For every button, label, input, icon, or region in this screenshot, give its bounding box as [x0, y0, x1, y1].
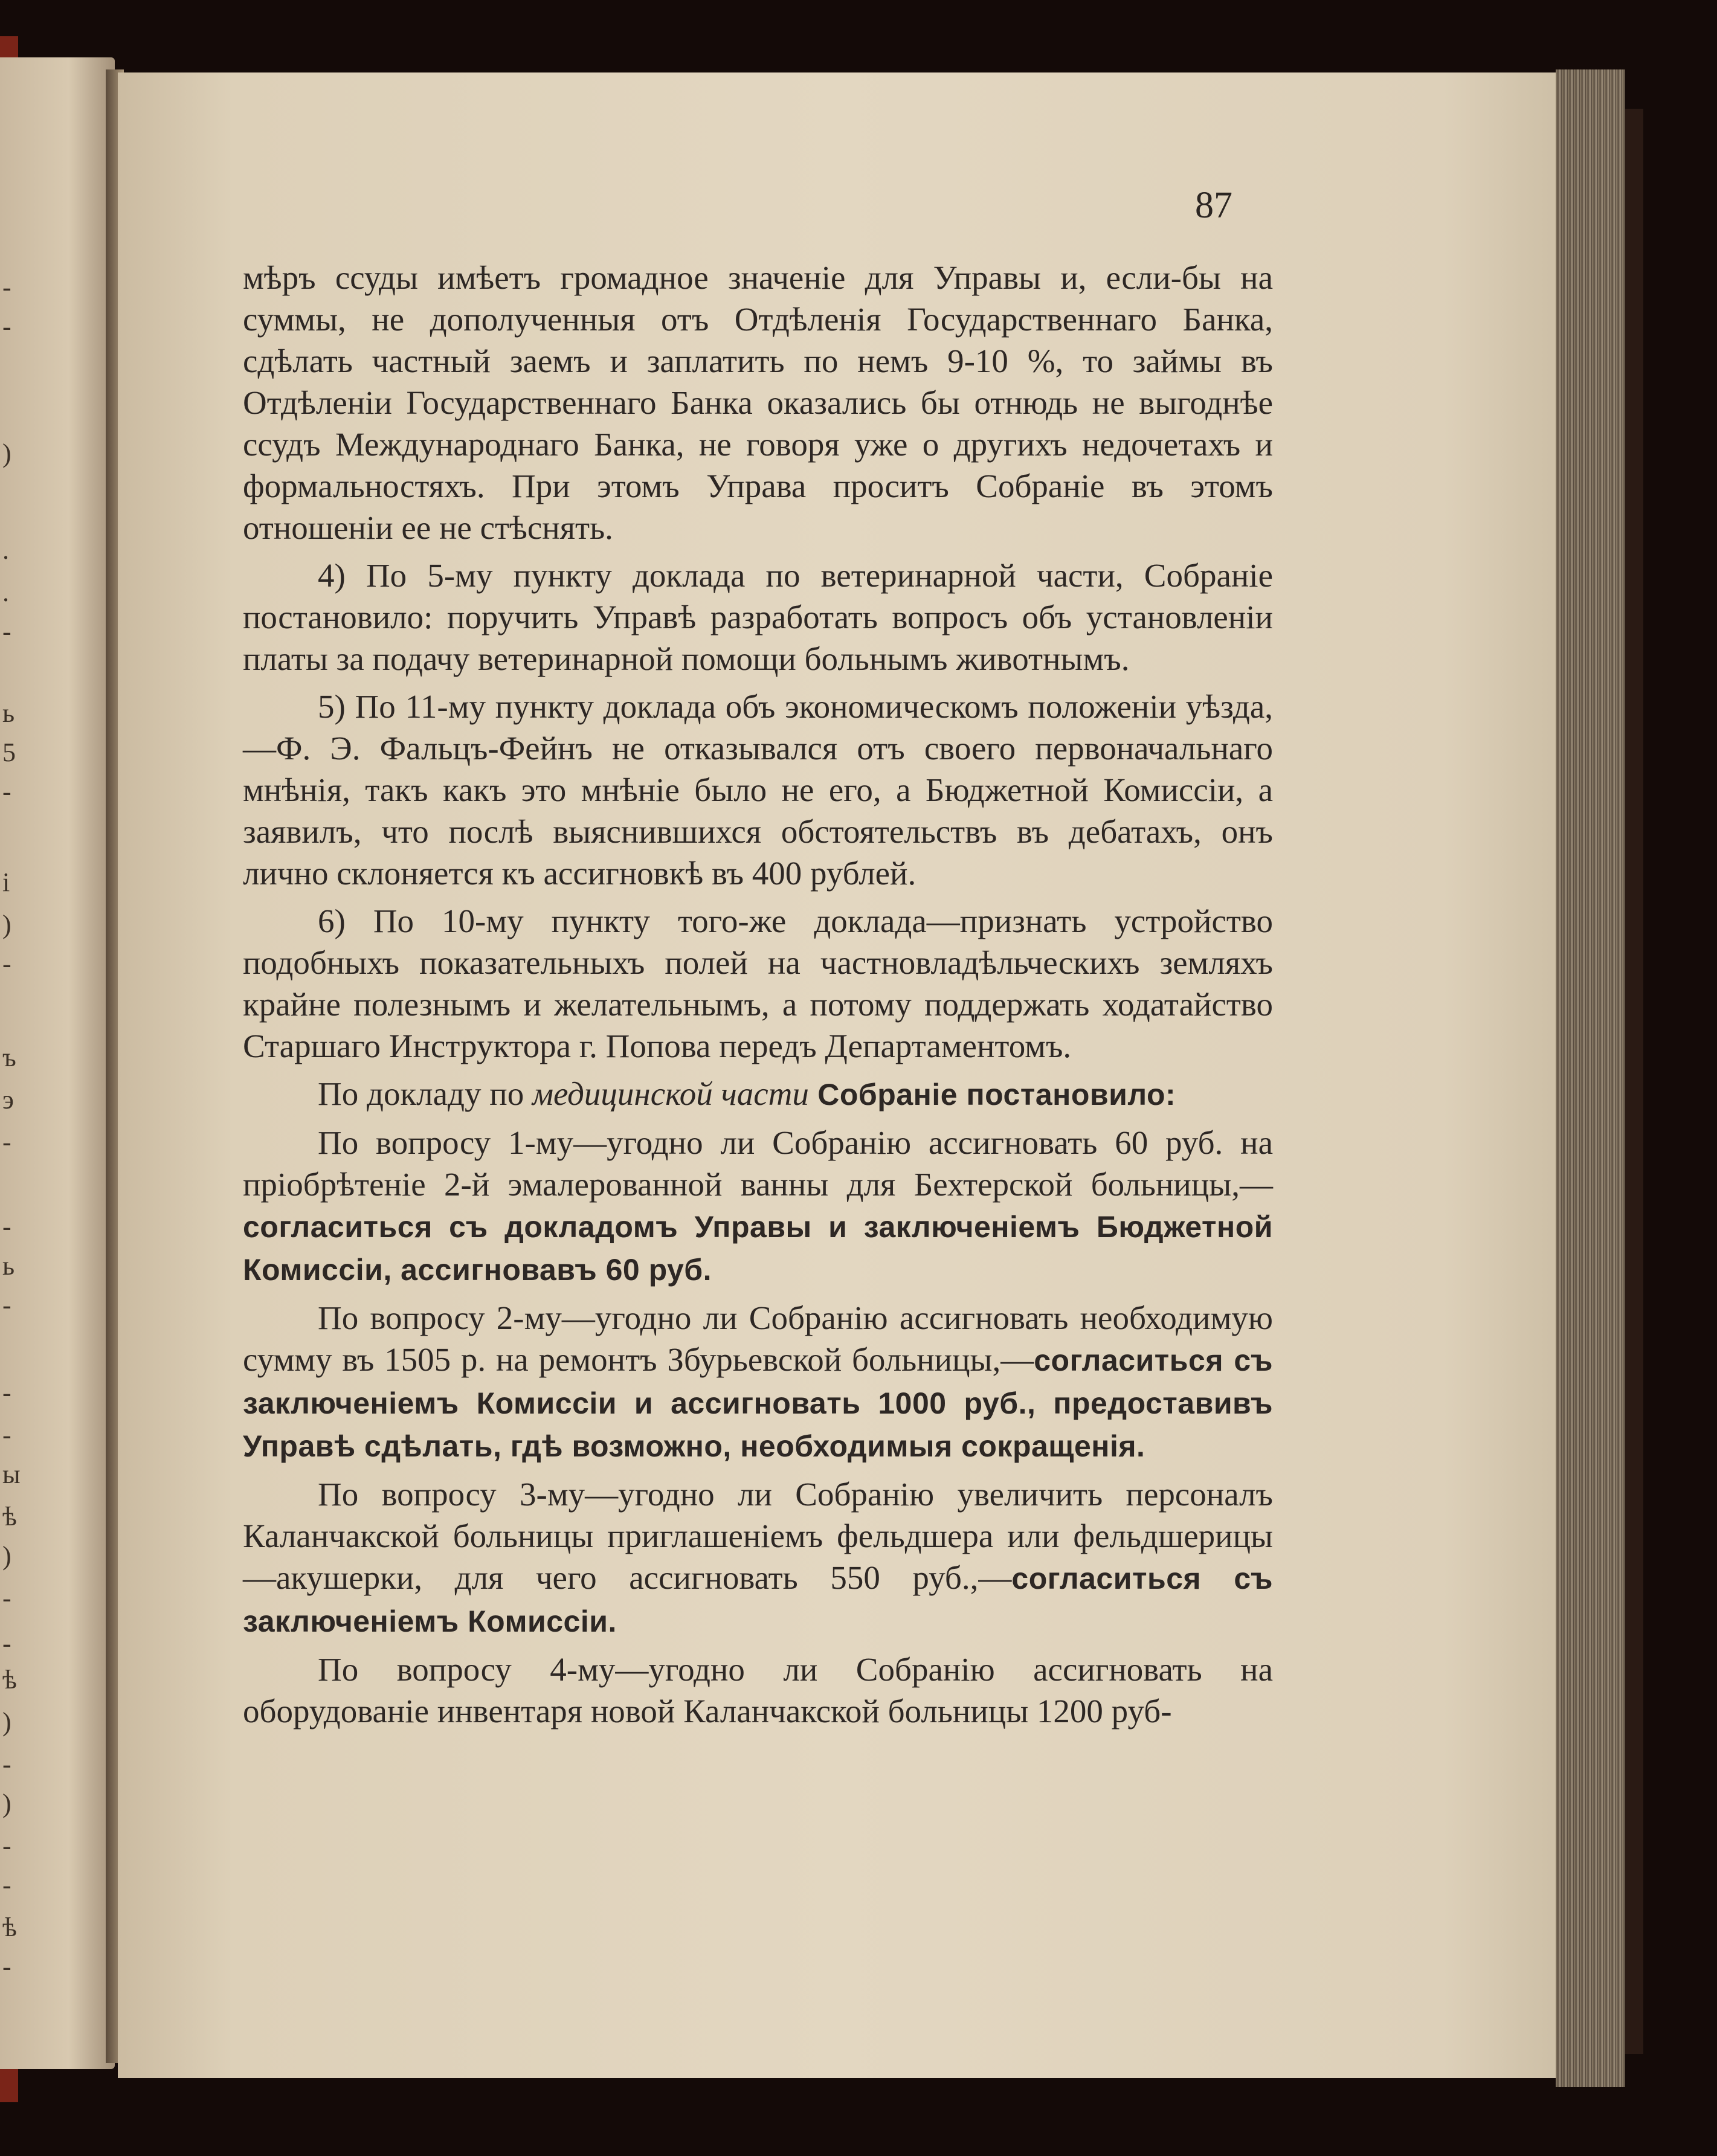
- text-segment: 4) По 5-му пункту доклада по ветеринарной части, Собраніе постановило: поручить Управѣ разработать вопросъ объ установленіи платы за подачу ветеринарной помощи больнымъ животнымъ.: [243, 557, 1273, 677]
- text-segment: 5) По 11-му пункту доклада объ экономическомъ положеніи уѣзда,—Ф. Э. Фальцъ-Фейнъ не отказывался отъ своего первоначальнаго мнѣнія, такъ какъ это мнѣніе было не его, а Бюджетной Комиссіи, а заявилъ, что послѣ выяснившихся обстоятельствъ въ дебатахъ, онъ лично склоняется къ ассигновкѣ въ 400 рублей.: [243, 688, 1273, 892]
- text-segment: По вопросу 2-му—угодно ли Собранію ассигновать необходимую сумму въ 1505 р. на ремонтъ Збурьевской больницы,—: [243, 1299, 1273, 1378]
- paragraph-item-4: [243, 555, 1273, 680]
- text-segment: 6) По 10-му пункту того-же доклада—признать устройство подобныхъ показательныхъ полей на частновладѣльческихъ земляхъ крайне полезнымъ и желательнымъ, а потому поддержать ходатайство Старшаго Инструктора г. Попова передъ Департаментомъ.: [243, 903, 1273, 1064]
- paragraph-ssuda-continuation: [243, 257, 1273, 549]
- text-segment: мѣръ ссуды имѣетъ громадное значеніе для Управы и, если-бы на суммы, не дополученныя отъ Отдѣленія Государственнаго Банка, сдѣлать частный заемъ и заплатить по немъ 9-10 %, то займы въ Отдѣленіи Государственнаго Банка оказались бы отнюдь не выгоднѣе ссудъ Международнаго Банка, не говоря уже о другихъ недочетахъ и формальностяхъ. При этомъ Управа проситъ Собраніе въ этомъ отношеніи ее не стѣснять.: [243, 259, 1273, 546]
- page-number: 87: [1195, 185, 1232, 226]
- paragraph-item-5: [243, 686, 1273, 894]
- paragraph-question-1: [243, 1122, 1273, 1291]
- text-segment: По докладу по: [318, 1075, 532, 1112]
- body-text: [243, 257, 1273, 1738]
- left-page-edge-marks: - - ) . . - ь 5 - і ) - ъ э - - ь - - - ы ѣ ) - - ѣ ) - ) - - ѣ -: [2, 272, 21, 1981]
- right-cover: [1625, 109, 1643, 2054]
- italic-phrase: медицинской части: [532, 1075, 809, 1112]
- paragraph-item-6: [243, 900, 1273, 1067]
- paragraph-question-2: [243, 1297, 1273, 1467]
- text-segment: По вопросу 3-му—угодно ли Собранію увеличить персоналъ Каланчакской больницы приглашеніемъ фельдшера или фельдшерицы—акушерки, для чего ассигновать 550 руб.,—: [243, 1476, 1273, 1596]
- paragraph-question-4: [243, 1649, 1273, 1732]
- left-facing-page: [0, 57, 115, 2069]
- paragraph-question-3: [243, 1473, 1273, 1643]
- page-edge-stack: [1556, 69, 1625, 2087]
- bold-resolution: согласиться съ докладомъ Управы и заключеніемъ Бюджетной Комиссіи, ассигновавъ 60 руб.: [243, 1210, 1273, 1287]
- bold-resolution: Собраніе постановило:: [808, 1078, 1176, 1112]
- text-segment: По вопросу 1-му—угодно ли Собранію ассигновать 60 руб. на пріобрѣтеніе 2-й эмалерованной ванны для Бехтерской больницы,—: [243, 1124, 1273, 1203]
- paragraph-medical-heading: [243, 1073, 1273, 1116]
- bold-resolution: согласиться съ заключеніемъ Комиссіи.: [243, 1562, 1273, 1638]
- bold-resolution: согласиться съ заключеніемъ Комиссіи и ассигновать 1000 руб., предоставивъ Управѣ сдѣлать, гдѣ возможно, необходимыя сокращенія.: [243, 1343, 1273, 1463]
- text-segment: По вопросу 4-му—угодно ли Собранію ассигновать на оборудованіе инвентаря новой Каланчакской больницы 1200 руб-: [243, 1651, 1273, 1730]
